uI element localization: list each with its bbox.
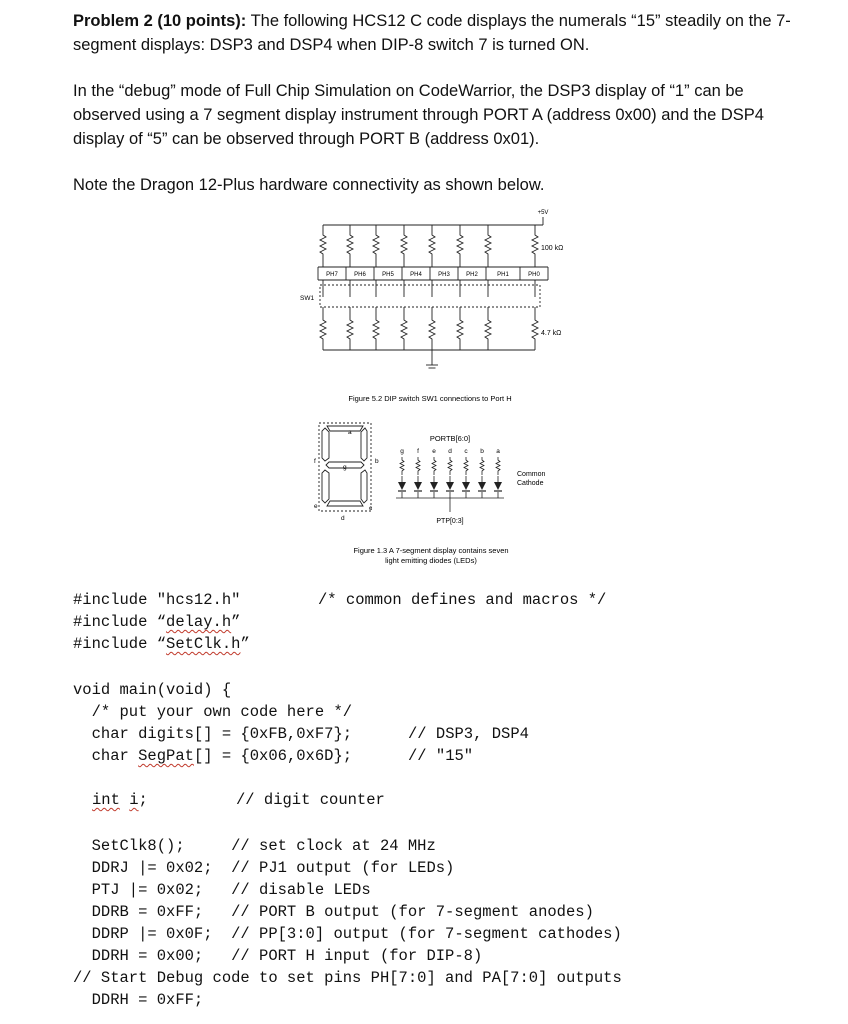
code-digits-decl: char digits[] = {0xFB,0xF7}; bbox=[73, 725, 353, 743]
led-letter: a bbox=[496, 448, 500, 455]
r-bottom-label: 4.7 kΩ bbox=[541, 330, 562, 337]
code-setclk: SetClk8(); // set clock at 24 MHz bbox=[73, 837, 436, 855]
led-letter: d bbox=[448, 448, 452, 455]
common-label: Common bbox=[517, 471, 546, 478]
code-segpat-decl bbox=[73, 745, 352, 767]
seg-label-d: d bbox=[341, 515, 345, 522]
pin-label: PH6 bbox=[354, 272, 366, 278]
code-token-int: int bbox=[92, 791, 120, 809]
code-digits-comment: // DSP3, DSP4 bbox=[408, 725, 529, 743]
pin-label: PH4 bbox=[410, 272, 422, 278]
code-debug-comment: // Start Debug code to set pins PH[7:0] and PA[7:0] outputs bbox=[73, 969, 622, 987]
code-ddrj: DDRJ |= 0x02; // PJ1 output (for LEDs) bbox=[73, 859, 455, 877]
code-ddrh: DDRH = 0x00; // PORT H input (for DIP-8) bbox=[73, 947, 483, 965]
code-token: [] = {0x06,0x6D}; bbox=[193, 747, 353, 765]
pin-label: PH7 bbox=[326, 272, 338, 278]
figure-caption: Figure 1.3 A 7-segment display contains seven bbox=[353, 546, 509, 555]
led-letter: f bbox=[417, 448, 419, 455]
dip-switch-figure bbox=[290, 205, 590, 410]
code-token: ; bbox=[138, 791, 148, 809]
seven-segment-figure bbox=[305, 420, 565, 575]
switch-label: SW1 bbox=[300, 295, 315, 302]
cathode-label: Cathode bbox=[517, 480, 544, 487]
code-ddrp: DDRP |= 0x0F; // PP[3:0] output (for 7-segment cathodes) bbox=[73, 925, 622, 943]
code-token: #include “ bbox=[73, 635, 167, 653]
led-letter: e bbox=[432, 448, 436, 455]
code-token-segpat: SegPat bbox=[138, 747, 194, 765]
seg-label-g: g bbox=[343, 464, 347, 471]
pin-label: PH5 bbox=[382, 272, 394, 278]
problem-line: The following HCS12 C code displays the numerals “15” steadily on the 7-segment displays: DSP3 and DSP4 when DIP-8 switch 7 is turned ON. bbox=[73, 12, 791, 54]
code-token-file: delay.h bbox=[166, 613, 232, 631]
code-token: ” bbox=[231, 613, 241, 631]
led-letter: g bbox=[400, 448, 404, 455]
seg-label-b: b bbox=[375, 458, 379, 465]
problem-intro bbox=[73, 9, 793, 57]
figure-caption: Figure 5.2 DIP switch SW1 connections to Port H bbox=[348, 394, 512, 403]
pin-label: PH0 bbox=[528, 272, 540, 278]
debug-paragraph: In the “debug” mode of Full Chip Simulation on CodeWarrior, the DSP3 display of “1” can be observed using a 7 segment display instrument through PORT A (address 0x00) and the DSP4 display of “5” can be observed through PORT B (address 0x01). bbox=[73, 82, 764, 148]
code-comment: /* put your own code here */ bbox=[73, 703, 353, 721]
seg-label-c: c bbox=[369, 505, 373, 512]
code-token: ” bbox=[240, 635, 250, 653]
seg-label-e: e bbox=[314, 503, 318, 510]
code-include-hcs12: #include "hcs12.h" bbox=[73, 591, 241, 609]
code-segpat-comment: // "15" bbox=[408, 747, 474, 765]
code-token: char bbox=[73, 747, 139, 765]
pin-label: PH3 bbox=[438, 272, 450, 278]
figure-caption-line2: light emitting diodes (LEDs) bbox=[385, 556, 477, 565]
ptp-label: PTP[0:3] bbox=[436, 518, 464, 525]
code-ptj: PTJ |= 0x02; // disable LEDs bbox=[73, 881, 371, 899]
code-include-comment: /* common defines and macros */ bbox=[318, 591, 607, 609]
code-token: #include “ bbox=[73, 613, 167, 631]
code-include-setclk bbox=[73, 633, 250, 655]
r-top-label: 100 kΩ bbox=[541, 245, 564, 252]
code-ddrb: DDRB = 0xFF; // PORT B output (for 7-segment anodes) bbox=[73, 903, 594, 921]
code-int-decl bbox=[92, 789, 148, 811]
portb-label: PORTB[6:0] bbox=[429, 434, 471, 443]
code-int-comment: // digit counter bbox=[236, 791, 385, 809]
code-ddrh-ff: DDRH = 0xFF; bbox=[73, 991, 204, 1009]
pin-label: PH2 bbox=[466, 272, 478, 278]
code-include-delay bbox=[73, 611, 240, 633]
seg-label-f: f bbox=[314, 458, 316, 465]
code-token-file: SetClk.h bbox=[166, 635, 241, 653]
led-letter: b bbox=[480, 448, 484, 455]
led-letter: c bbox=[464, 448, 468, 455]
code-token-var: i bbox=[129, 791, 139, 809]
problem-heading: Problem 2 (10 points): bbox=[73, 12, 247, 30]
hardware-note: Note the Dragon 12-Plus hardware connectivity as shown below. bbox=[73, 176, 545, 194]
code-main-signature: void main(void) { bbox=[73, 681, 232, 699]
pin-label: PH1 bbox=[497, 272, 509, 278]
seg-label-a: a bbox=[348, 429, 352, 436]
vcc-label: +5V bbox=[537, 210, 549, 216]
